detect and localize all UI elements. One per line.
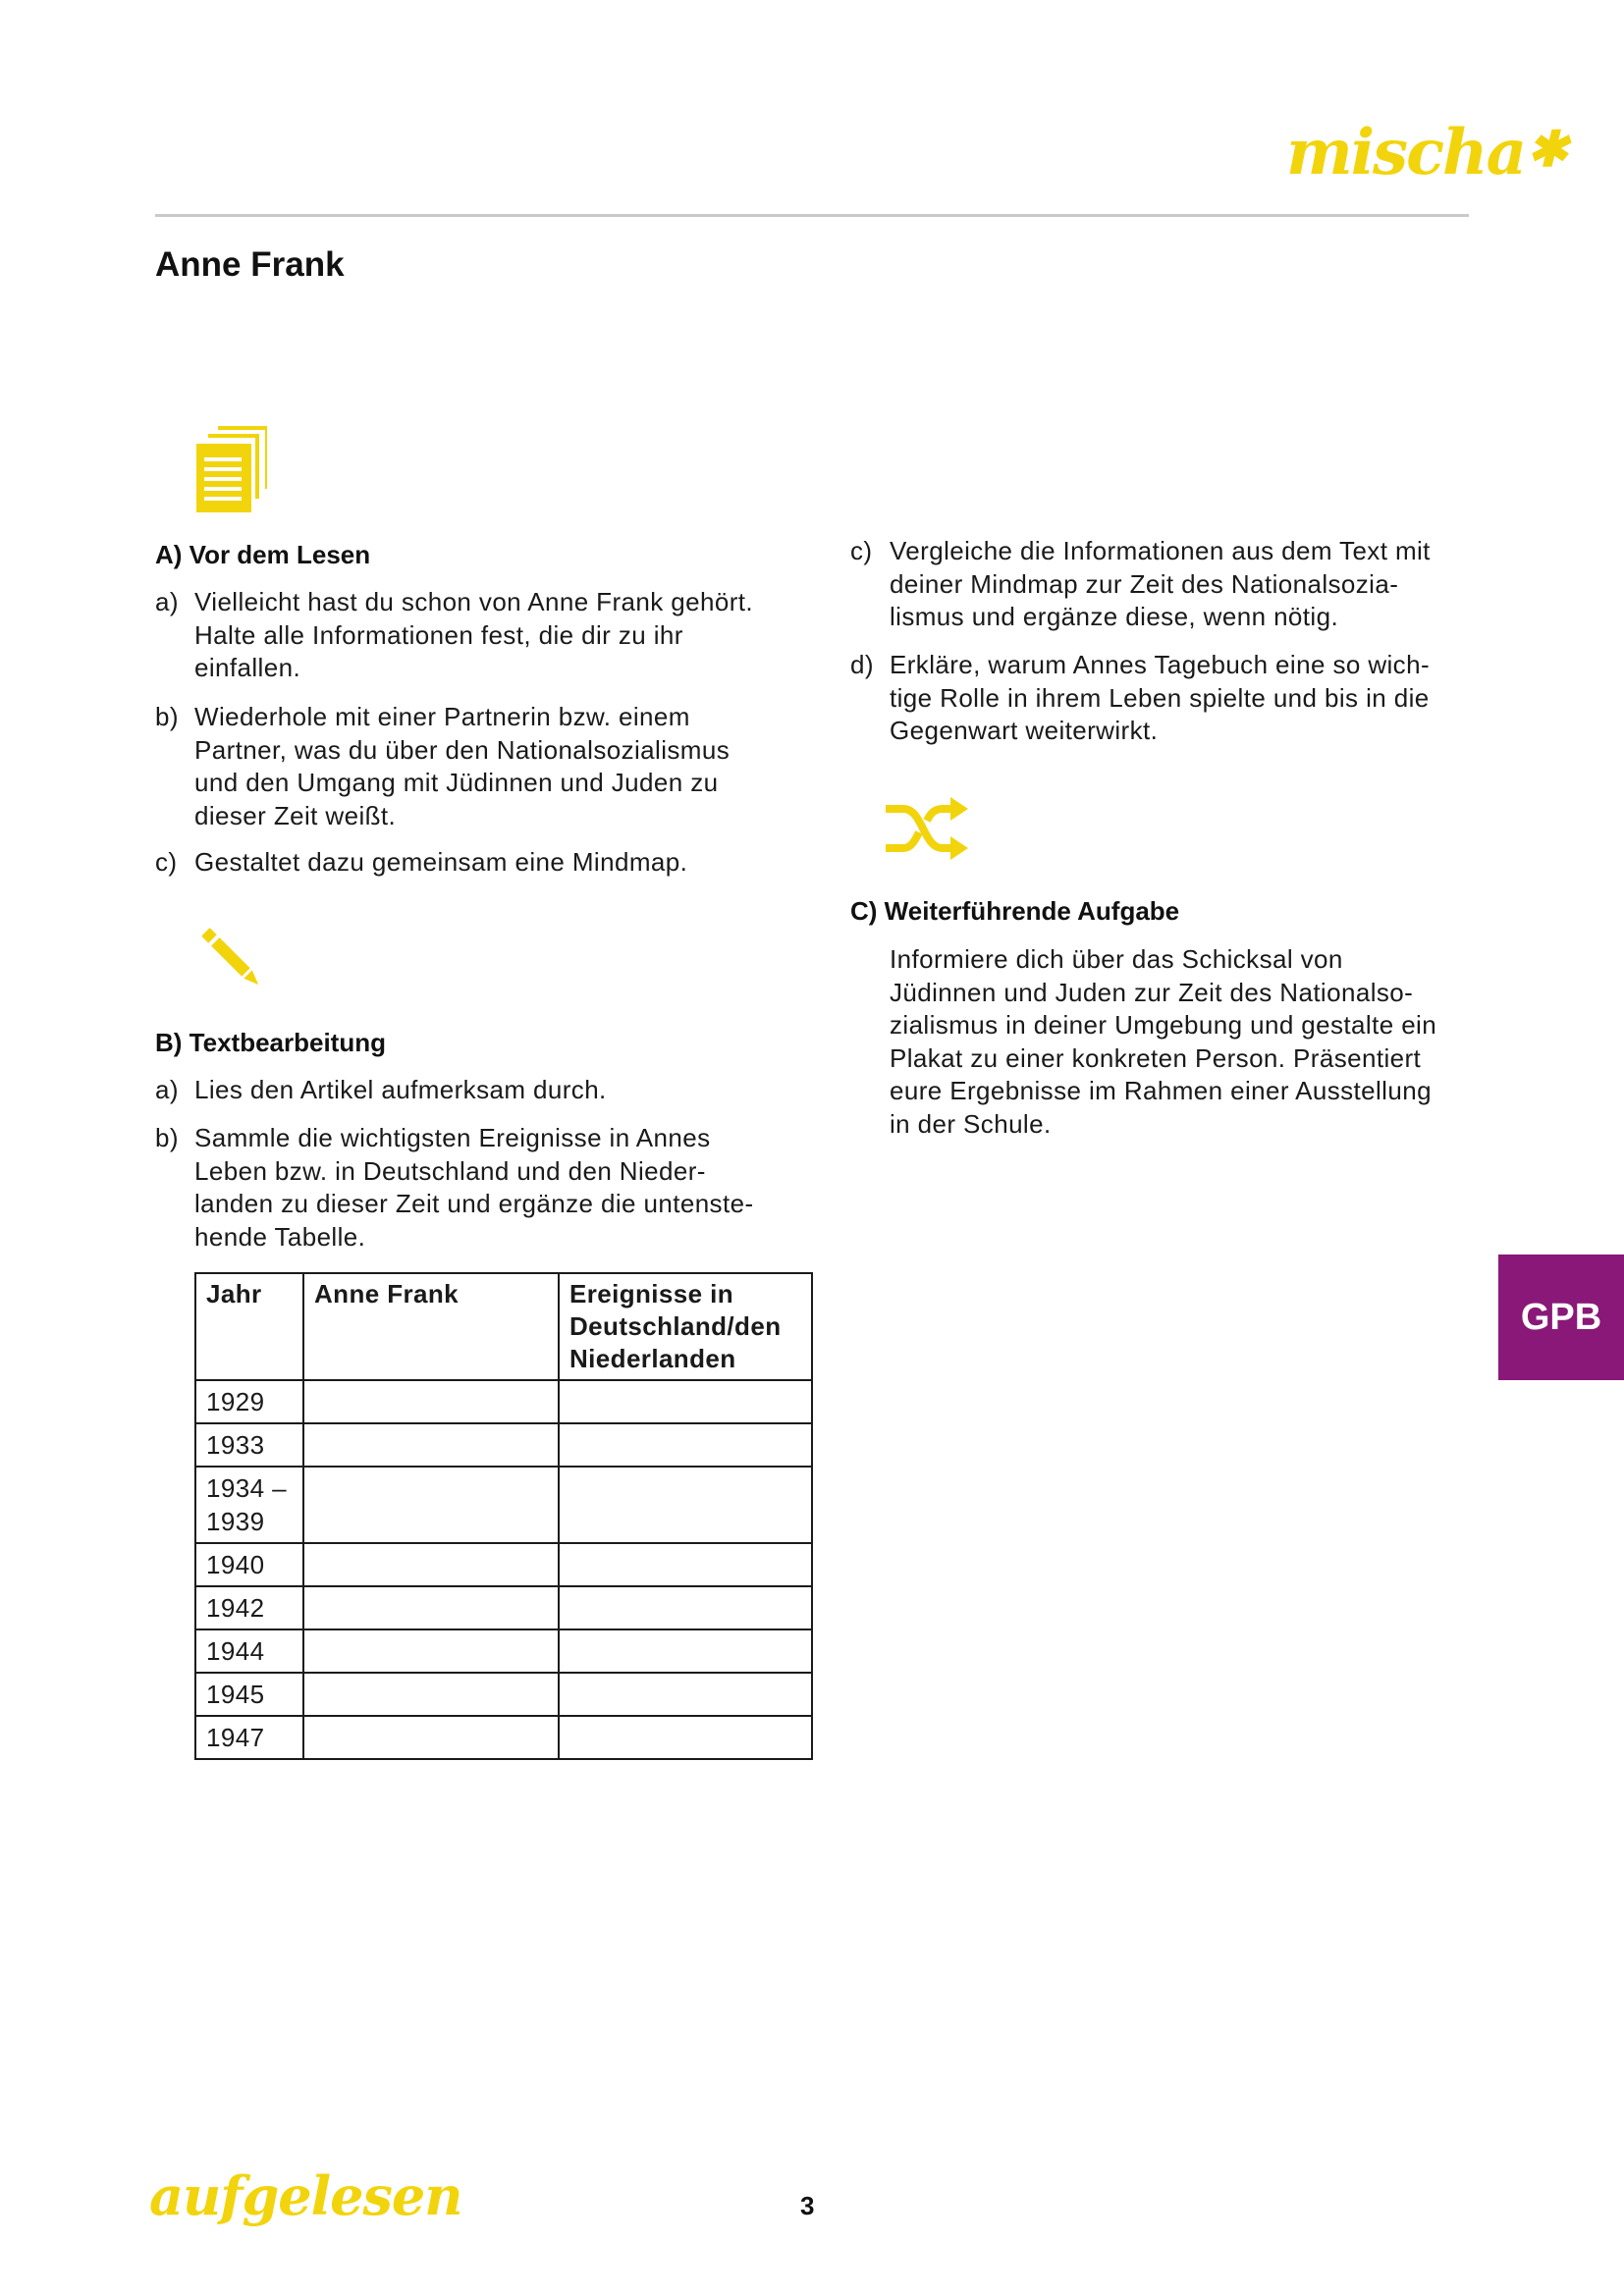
header-jahr: Jahr [195, 1273, 303, 1380]
header-ereignisse: Ereignisse in Deutschland/den Niederlanden [559, 1273, 812, 1380]
year-cell: 1942 [195, 1586, 303, 1629]
year-cell: 1934 – 1939 [195, 1467, 303, 1543]
pencil-icon [194, 921, 271, 997]
section-a-item-b: b) Wiederhole mit einer Partnerin bzw. einem Partner, was du über den Nationalsozialismus und den Umgang mit Jüdinnen und Juden zu dieser Zeit weißt. [155, 702, 731, 830]
events-cell[interactable] [559, 1423, 812, 1467]
table-row [195, 1380, 812, 1423]
table-row [195, 1586, 812, 1629]
documents-icon [194, 424, 271, 514]
section-b-item-a: a) Lies den Artikel aufmerksam durch. [155, 1075, 607, 1104]
events-cell[interactable] [559, 1543, 812, 1586]
section-b-heading: B) Textbearbeitung [155, 1028, 386, 1057]
section-a-item-a: a) Vielleicht hast du schon von Anne Frank gehört. Halte alle Informationen fest, die dir zu ihr einfallen. [155, 587, 754, 682]
table-header-row [195, 1273, 812, 1380]
section-a-item-c: c) Gestaltet dazu gemeinsam eine Mindmap. [155, 847, 688, 877]
header-rule [155, 214, 1469, 217]
table-row [195, 1467, 812, 1543]
events-cell[interactable] [559, 1629, 812, 1673]
anne-frank-cell[interactable] [303, 1673, 559, 1716]
section-b-item-b: b) Sammle die wichtigsten Ereignisse in Annes Leben bzw. in Deutschland und den Nieder- landen zu dieser Zeit und ergänze die untenste- hende Tabelle. [155, 1123, 754, 1252]
events-cell[interactable] [559, 1380, 812, 1423]
anne-frank-cell[interactable] [303, 1586, 559, 1629]
year-cell: 1947 [195, 1716, 303, 1759]
header-anne-frank: Anne Frank [303, 1273, 559, 1380]
aufgelesen-logo: aufgelesen [149, 2164, 462, 2227]
table-row [195, 1423, 812, 1467]
events-cell[interactable] [559, 1467, 812, 1543]
anne-frank-cell[interactable] [303, 1716, 559, 1759]
shuffle-icon [884, 795, 970, 862]
events-cell[interactable] [559, 1673, 812, 1716]
events-table [194, 1272, 813, 1760]
events-cell[interactable] [559, 1586, 812, 1629]
year-cell: 1933 [195, 1423, 303, 1467]
table-row [195, 1543, 812, 1586]
anne-frank-cell[interactable] [303, 1543, 559, 1586]
year-cell: 1929 [195, 1380, 303, 1423]
anne-frank-cell[interactable] [303, 1380, 559, 1423]
anne-frank-cell[interactable] [303, 1629, 559, 1673]
anne-frank-cell[interactable] [303, 1467, 559, 1543]
table-row [195, 1629, 812, 1673]
gpb-tab: GPB [1498, 1255, 1624, 1380]
page-title: Anne Frank [155, 245, 345, 284]
section-b-item-d: d) Erkläre, warum Annes Tagebuch eine so wich- tige Rolle in ihrem Leben spielte und bis in die Gegenwart weiterwirkt. [850, 650, 1430, 745]
events-cell[interactable] [559, 1716, 812, 1759]
year-cell: 1944 [195, 1629, 303, 1673]
section-b-item-c: c) Vergleiche die Informationen aus dem Text mit deiner Mindmap zur Zeit des Nationalsozia- lismus und ergänze diese, wenn nötig. [850, 536, 1431, 631]
page-number: 3 [800, 2191, 815, 2220]
section-c-body: Informiere dich über das Schicksal von Jüdinnen und Juden zur Zeit des Nationalso- zialismus in deiner Umgebung und gestalte ein Plakat zu einer konkreten Person. Präsentiert eure Ergebnisse im Rahmen einer Ausstellung in der Schule. [890, 944, 1437, 1139]
year-cell: 1940 [195, 1543, 303, 1586]
mischa-logo: mischa✱ [1286, 116, 1566, 189]
section-a-heading: A) Vor dem Lesen [155, 540, 371, 569]
anne-frank-cell[interactable] [303, 1423, 559, 1467]
table-row [195, 1673, 812, 1716]
section-c-heading: C) Weiterführende Aufgabe [850, 896, 1180, 926]
table-row [195, 1716, 812, 1759]
year-cell: 1945 [195, 1673, 303, 1716]
